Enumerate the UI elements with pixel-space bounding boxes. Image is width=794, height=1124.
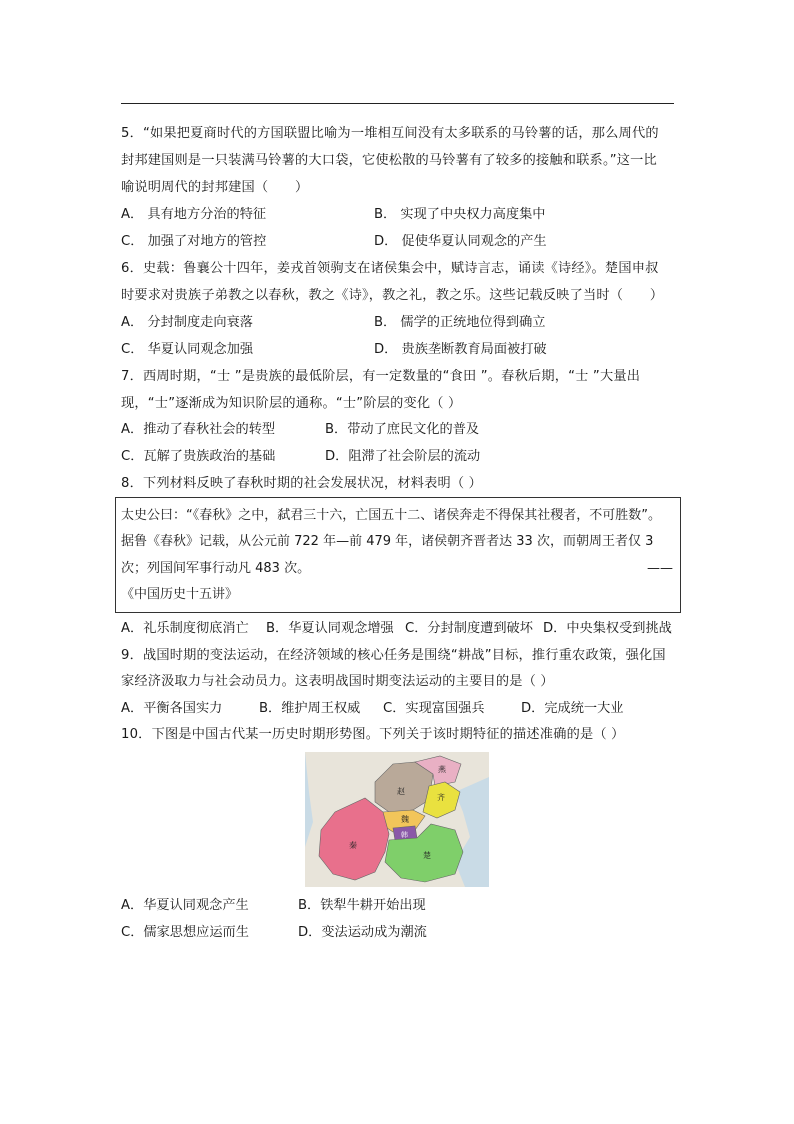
q5-option-c[interactable]: C． 加强了对地方的管控 (121, 234, 267, 249)
q8-material-line-2: 据鲁《春秋》记载，从公元前 722 年—前 479 年，诸侯朝齐晋者达 33 次，而朝周王者仅 3 (121, 534, 654, 549)
q7-option-b[interactable]: B．带动了庶民文化的普及 (325, 422, 480, 437)
q7-option-d[interactable]: D．阻滞了社会阶层的流动 (325, 449, 481, 464)
q8-material-line-1: 太史公曰：“《春秋》之中，弑君三十六，亡国五十二、诸侯奔走不得保其社稷者，不可胜数”。 (121, 508, 661, 523)
q8-option-b[interactable]: B．华夏认同观念增强 (266, 621, 394, 636)
q6-option-a[interactable]: A． 分封制度走向衰落 (121, 315, 253, 330)
q8-option-d[interactable]: D．中央集权受到挑战 (543, 621, 672, 636)
map-label-zhao: 赵 (397, 787, 405, 796)
q7-stem-line-2: 现，“士”逐渐成为知识阶层的通称。“士”阶层的变化（ ） (121, 396, 462, 411)
q9-option-b[interactable]: B．维护周王权威 (259, 701, 361, 716)
q8-material-dash: —— (647, 561, 673, 576)
q8-material-line-3: 次；列国间军事行动凡 483 次。 (121, 561, 311, 576)
q10-option-b[interactable]: B．铁犁牛耕开始出现 (298, 898, 426, 913)
q10-option-a[interactable]: A．华夏认同观念产生 (121, 898, 249, 913)
map-label-qin: 秦 (349, 841, 357, 850)
q6-option-b[interactable]: B． 儒学的正统地位得到确立 (374, 315, 546, 330)
q9-stem-line-2: 家经济汲取力与社会动员力。这表明战国时期变法运动的主要目的是（ ） (121, 674, 554, 689)
q7-option-a[interactable]: A．推动了春秋社会的转型 (121, 422, 276, 437)
map-label-han: 韩 (401, 831, 408, 839)
q8-option-a[interactable]: A．礼乐制度彻底消亡 (121, 621, 249, 636)
q5-stem-line-2: 封邦建国则是一只装满马铃薯的大口袋，它使松散的马铃薯有了较多的接触和联系。”这一比 (121, 153, 657, 168)
q8-material-box (115, 497, 681, 613)
q8-material-source: 《中国历史十五讲》 (121, 587, 239, 602)
q6-option-d[interactable]: D． 贵族垄断教育局面被打破 (374, 342, 547, 357)
q7-stem-line-1: 7．西周时期，“士 ”是贵族的最低阶层，有一定数量的“食田 ”。春秋后期，“士 ”大量出 (121, 369, 641, 384)
q6-stem-line-1: 6．史载：鲁襄公十四年，姜戎首领驹支在诸侯集会中，赋诗言志，诵读《诗经》。楚国申叔 (121, 261, 659, 276)
q8-stem-line-1: 8．下列材料反映了春秋时期的社会发展状况，材料表明（ ） (121, 476, 483, 491)
q9-option-a[interactable]: A．平衡各国实力 (121, 701, 223, 716)
q8-option-c[interactable]: C．分封制度遭到破坏 (405, 621, 533, 636)
q9-option-c[interactable]: C．实现富国强兵 (383, 701, 485, 716)
map-label-qi: 齐 (437, 793, 445, 802)
warring-states-map (305, 752, 489, 887)
q5-stem-line-3: 喻说明周代的封邦建国（ ） (121, 180, 309, 195)
map-label-chu: 楚 (423, 851, 431, 860)
q10-option-c[interactable]: C．儒家思想应运而生 (121, 925, 249, 940)
q7-option-c[interactable]: C．瓦解了贵族政治的基础 (121, 449, 276, 464)
map-label-yan: 燕 (438, 765, 446, 774)
q5-stem-line-1: 5．“如果把夏商时代的方国联盟比喻为一堆相互间没有太多联系的马铃薯的话，那么周代的 (121, 126, 659, 141)
q10-stem-line-1: 10．下图是中国古代某一历史时期形势图。下列关于该时期特征的描述准确的是（ ） (121, 727, 625, 742)
q5-option-b[interactable]: B． 实现了中央权力高度集中 (374, 207, 546, 222)
q5-option-d[interactable]: D． 促使华夏认同观念的产生 (374, 234, 547, 249)
map-label-wei: 魏 (401, 815, 409, 824)
q6-option-c[interactable]: C． 华夏认同观念加强 (121, 342, 254, 357)
q9-option-d[interactable]: D．完成统一大业 (521, 701, 624, 716)
q10-option-d[interactable]: D．变法运动成为潮流 (298, 925, 427, 940)
q5-option-a[interactable]: A． 具有地方分治的特征 (121, 207, 267, 222)
header-rule (121, 103, 674, 104)
q9-stem-line-1: 9．战国时期的变法运动，在经济领域的核心任务是围绕“耕战”目标，推行重农政策，强化国 (121, 648, 666, 663)
q6-stem-line-2: 时要求对贵族子弟教之以春秋，教之《诗》，教之礼，教之乐。这些记载反映了当时（ ） (121, 288, 664, 303)
